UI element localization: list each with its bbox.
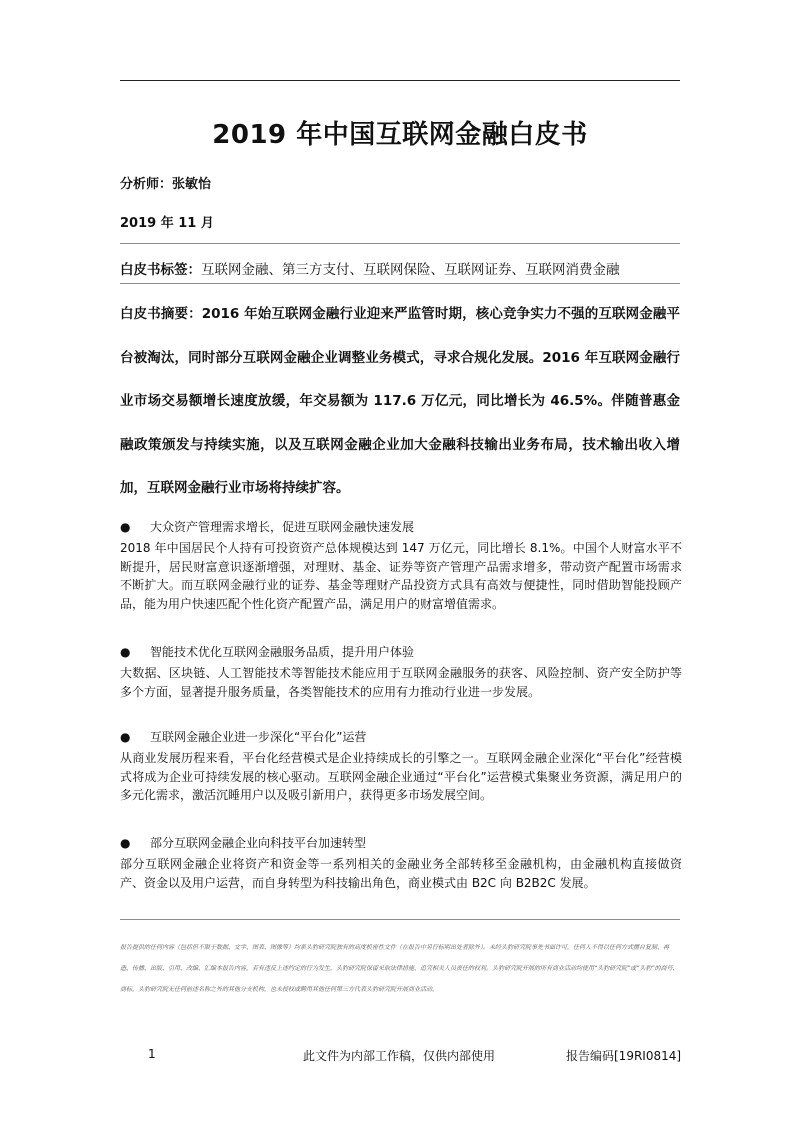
section-heading-text: 互联网金融企业进一步深化“平台化”运营 [150, 730, 367, 744]
tags-label: 白皮书标签： [120, 262, 201, 278]
section-heading-text: 部分互联网金融企业向科技平台加速转型 [150, 836, 367, 850]
analyst: 分析师：张敏怡 [120, 177, 212, 192]
page-title: 2019 年中国互联网金融白皮书 [212, 120, 588, 150]
bullet-icon: ● [120, 730, 131, 744]
tags-line [120, 258, 680, 278]
section-heading [120, 518, 680, 535]
bullet-icon: ● [120, 520, 131, 534]
disclaimer: 报告提供的任何内容（包括但不限于数据、文字、图表、图像等）均系头豹研究院独有的高度机密性文件（在报告中另行标明出处者除外）。未经头豹研究院事先书面许可，任何人不得以任何方式擅自复制、再造、传播、出版、引用、改编、汇编本报告内容，若有违反上述约定的行为发生，头豹研究院保留采取法律措施、追究相关人员责任的权利。头豹研究院开展的所有商业活动均使用“头豹研究院”或“头豹”的商号、商标，头豹研究院无任何前述名称之外的其他分支机构，也未授权或聘用其他任何第三方代表头豹研究院开展商业活动。 [120, 944, 679, 993]
divider [120, 243, 680, 244]
divider [120, 283, 680, 284]
section-body: 2018 年中国居民个人持有可投资资产总体规模达到 147 万亿元，同比增长 8.1%。中国个人财富水平不断提升，居民财富意识逐渐增强，对理财、基金、证券等资产管理产品需求增多，带动资产配置市场需求不断扩大。而互联网金融行业的证券、基金等理财产品投资方式具有高效与便捷性，同时借助智能投顾产品，能为用户快速匹配个性化资产配置产品，满足用户的财富增值需求。 [120, 541, 682, 611]
section-body: 大数据、区块链、人工智能技术等智能技术能应用于互联网金融服务的获客、风险控制、资产安全防护等多个方面，显著提升服务质量，各类智能技术的应用有力推动行业进一步发展。 [120, 666, 682, 699]
section-heading-text: 大众资产管理需求增长，促进互联网金融快速发展 [150, 520, 415, 534]
section-body: 从商业发展历程来看，平台化经营模式是企业持续成长的引擎之一。互联网金融企业深化“平台化”经营模式将成为企业可持续发展的核心驱动。互联网金融企业通过“平台化”运营模式集聚业务资源，满足用户的多元化需求，激活沉睡用户以及吸引新用户，获得更多市场发展空间。 [120, 751, 682, 802]
section-heading [120, 643, 680, 660]
abstract: 白皮书摘要：2016 年始互联网金融行业迎来严监管时期，核心竞争实力不强的互联网金融平台被淘汰，同时部分互联网金融企业调整业务模式，寻求合规化发展。2016 年互联网金融行业市场交易额增长速度放缓，年交易额为 117.6 万亿元，同比增长为 46.5%。伴随普惠金融政策颁发与持续实施，以及互联网金融企业加大金融科技输出业务布局，技术输出收入增加，互联网金融行业市场将持续扩容。 [120, 306, 680, 496]
section-heading-text: 智能技术优化互联网金融服务品质，提升用户体验 [150, 645, 415, 659]
tags-text: 互联网金融、第三方支付、互联网保险、互联网证券、互联网消费金融 [201, 262, 620, 278]
bullet-icon: ● [120, 836, 131, 850]
header-rule [120, 80, 680, 81]
report-code: 报告编码[19RI0814] [566, 1049, 682, 1063]
section-heading [120, 728, 680, 745]
report-date: 2019 年 11 月 [120, 216, 214, 231]
bullet-icon: ● [120, 645, 131, 659]
section-heading [120, 834, 680, 851]
page-number: 1 [148, 1047, 156, 1061]
footer-notice: 此文件为内部工作稿，仅供内部使用 [303, 1049, 496, 1063]
section-body: 部分互联网金融企业将资产和资金等一系列相关的金融业务全部转移至金融机构，由金融机构直接做资产、资金以及用户运营，而自身转型为科技输出角色，商业模式由 B2C 向 B2B2C 发展。 [120, 857, 682, 890]
divider [120, 919, 680, 920]
